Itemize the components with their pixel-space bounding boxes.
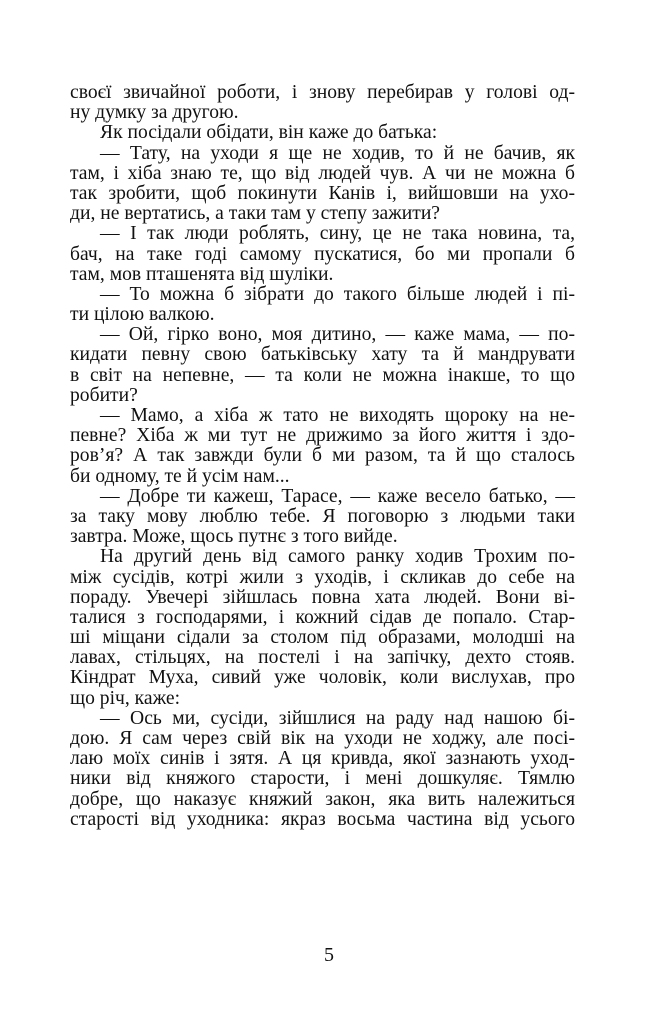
text-line: ди, не вертатись, а таки там у степу зажити?	[70, 203, 441, 225]
text-line: На другий день від самого ранку ходив Трохим по-	[100, 546, 575, 568]
text-line: між сусідів, котрі жили з уходів, і скликав до себе на	[70, 566, 575, 588]
text-line: старості від уходника: якраз восьма частина від усього	[70, 808, 575, 830]
text-line: так зробити, щоб покинути Канів і, вийшовши на ухо-	[70, 182, 575, 204]
text-line: бач, на таке годі самому пускатися, бо ми пропали б	[70, 243, 575, 265]
text-line: — Добре ти кажеш, Тарасе, — каже весело батько, —	[100, 485, 575, 507]
text-line: — Ой, гірко воно, моя дитино, — каже мама, — по-	[100, 324, 575, 346]
text-line: ники від княжого старости, і мені дошкуляє. Тямлю	[70, 768, 575, 790]
text-line: завтра. Може, щось путнє з того вийде.	[70, 526, 398, 548]
text-line: Кіндрат Муха, сивий уже чоловік, коли вислухав, про	[70, 667, 575, 689]
text-line: — І так люди роблять, сину, це не така новина, та,	[100, 223, 575, 245]
text-line: за таку мову люблю тебе. Я поговорю з людьми таки	[70, 505, 575, 527]
text-line: пораду. Увечері зійшлась повна хата людей. Вони ві-	[70, 586, 575, 608]
text-line: кидати певну свою батьківську хату та й мандрувати	[70, 344, 575, 366]
text-line: що річ, каже:	[70, 687, 181, 709]
text-line: талися з господарями, і кожний сідав де попало. Стар-	[70, 606, 575, 628]
text-line: — Мамо, а хіба ж тато не виходять щороку на не-	[100, 405, 575, 426]
text-line: би одному, те й усім нам...	[70, 465, 290, 487]
text-line: в світ на непевне, — та коли не можна інакше, то що	[70, 364, 575, 386]
text-line: своєї звичайної роботи, і знову перебирав у голові од-	[70, 82, 575, 103]
text-line: робити?	[70, 384, 138, 406]
text-line: Як посідали обідати, він каже до батька:	[100, 122, 438, 144]
text-line: лаю моїх синів і зятя. А ця кривда, якої зазнають уход-	[70, 748, 575, 770]
page-number: 5	[324, 944, 334, 966]
text-line: лавах, стільцях, на постелі і на запічку, дехто стояв.	[70, 647, 575, 669]
text-line: певне? Хіба ж ми тут не дрижимо за його життя і здо-	[70, 425, 575, 447]
text-line: — Тату, на уходи я ще не ходив, то й не бачив, як	[100, 142, 575, 164]
text-line: — То можна б зібрати до такого більше людей і пі-	[100, 283, 575, 305]
text-line: добре, що наказує княжий закон, яка вить належиться	[70, 788, 575, 810]
text-line: дою. Я сам через свій вік на уходи не ходжу, але посі-	[70, 728, 575, 749]
text-line: — Ось ми, сусіди, зійшлися на раду над нашою бі-	[100, 707, 575, 729]
text-line: ров’я? А так завжди були б ми разом, та й що сталось	[70, 445, 575, 467]
text-line: ну думку за другою.	[70, 102, 239, 124]
text-line: ти цілою валкою.	[70, 304, 215, 326]
text-line: ші міщани сідали за столом під образами, молодші на	[70, 627, 575, 649]
text-line: там, і хіба знаю те, що від людей чув. А чи не можна б	[70, 162, 575, 184]
body-text	[70, 83, 575, 830]
text-line: там, мов пташенята від шуліки.	[70, 263, 334, 285]
